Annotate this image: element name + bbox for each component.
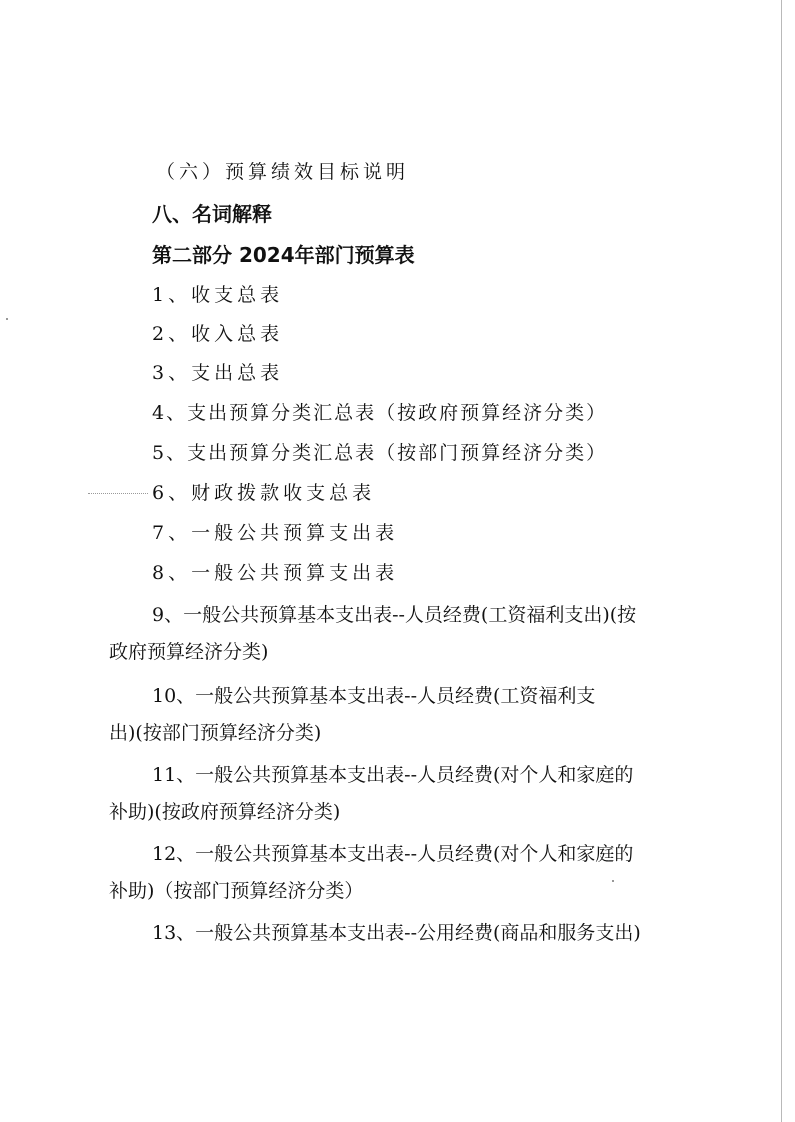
table-list-item-2: 2、收入总表 — [152, 323, 284, 345]
table-list-item-1: 1、收支总表 — [152, 284, 284, 306]
table-list-item-13: 13、一般公共预算基本支出表--公用经费(商品和服务支出) — [152, 922, 641, 944]
table-list-item-11-line2: 补助)(按政府预算经济分类) — [109, 801, 341, 823]
table-list-item-12-line2: 补助)（按部门预算经济分类） — [109, 880, 364, 902]
table-list-item-10-line1: 10、一般公共预算基本支出表--人员经费(工资福利支 — [152, 685, 596, 707]
table-list-item-9-line1: 9、一般公共预算基本支出表--人员经费(工资福利支出)(按 — [152, 604, 637, 626]
table-list-item-10-line2: 出)(按部门预算经济分类) — [109, 722, 322, 744]
table-list-item-4: 4、支出预算分类汇总表（按政府预算经济分类） — [152, 402, 608, 424]
scan-artifact-dash — [88, 493, 148, 494]
table-list-item-8: 8、一般公共预算支出表 — [152, 562, 399, 584]
table-list-item-11-line1: 11、一般公共预算基本支出表--人员经费(对个人和家庭的 — [152, 764, 634, 786]
heading-part2: 第二部分 2024年部门预算表 — [152, 243, 415, 267]
scan-speck — [612, 880, 614, 882]
scan-edge-line — [781, 0, 782, 1122]
table-list-item-12-line1: 12、一般公共预算基本支出表--人员经费(对个人和家庭的 — [152, 843, 634, 865]
table-list-item-6: 6、财政拨款收支总表 — [152, 482, 376, 504]
item-6-budget-performance: （六）预算绩效目标说明 — [156, 161, 410, 183]
scan-speck — [6, 318, 8, 320]
table-list-item-9-line2: 政府预算经济分类) — [109, 641, 269, 663]
table-list-item-5: 5、支出预算分类汇总表（按部门预算经济分类） — [152, 442, 608, 464]
table-list-item-7: 7、一般公共预算支出表 — [152, 522, 399, 544]
table-list-item-3: 3、支出总表 — [152, 362, 284, 384]
heading-glossary: 八、名词解释 — [152, 202, 272, 226]
